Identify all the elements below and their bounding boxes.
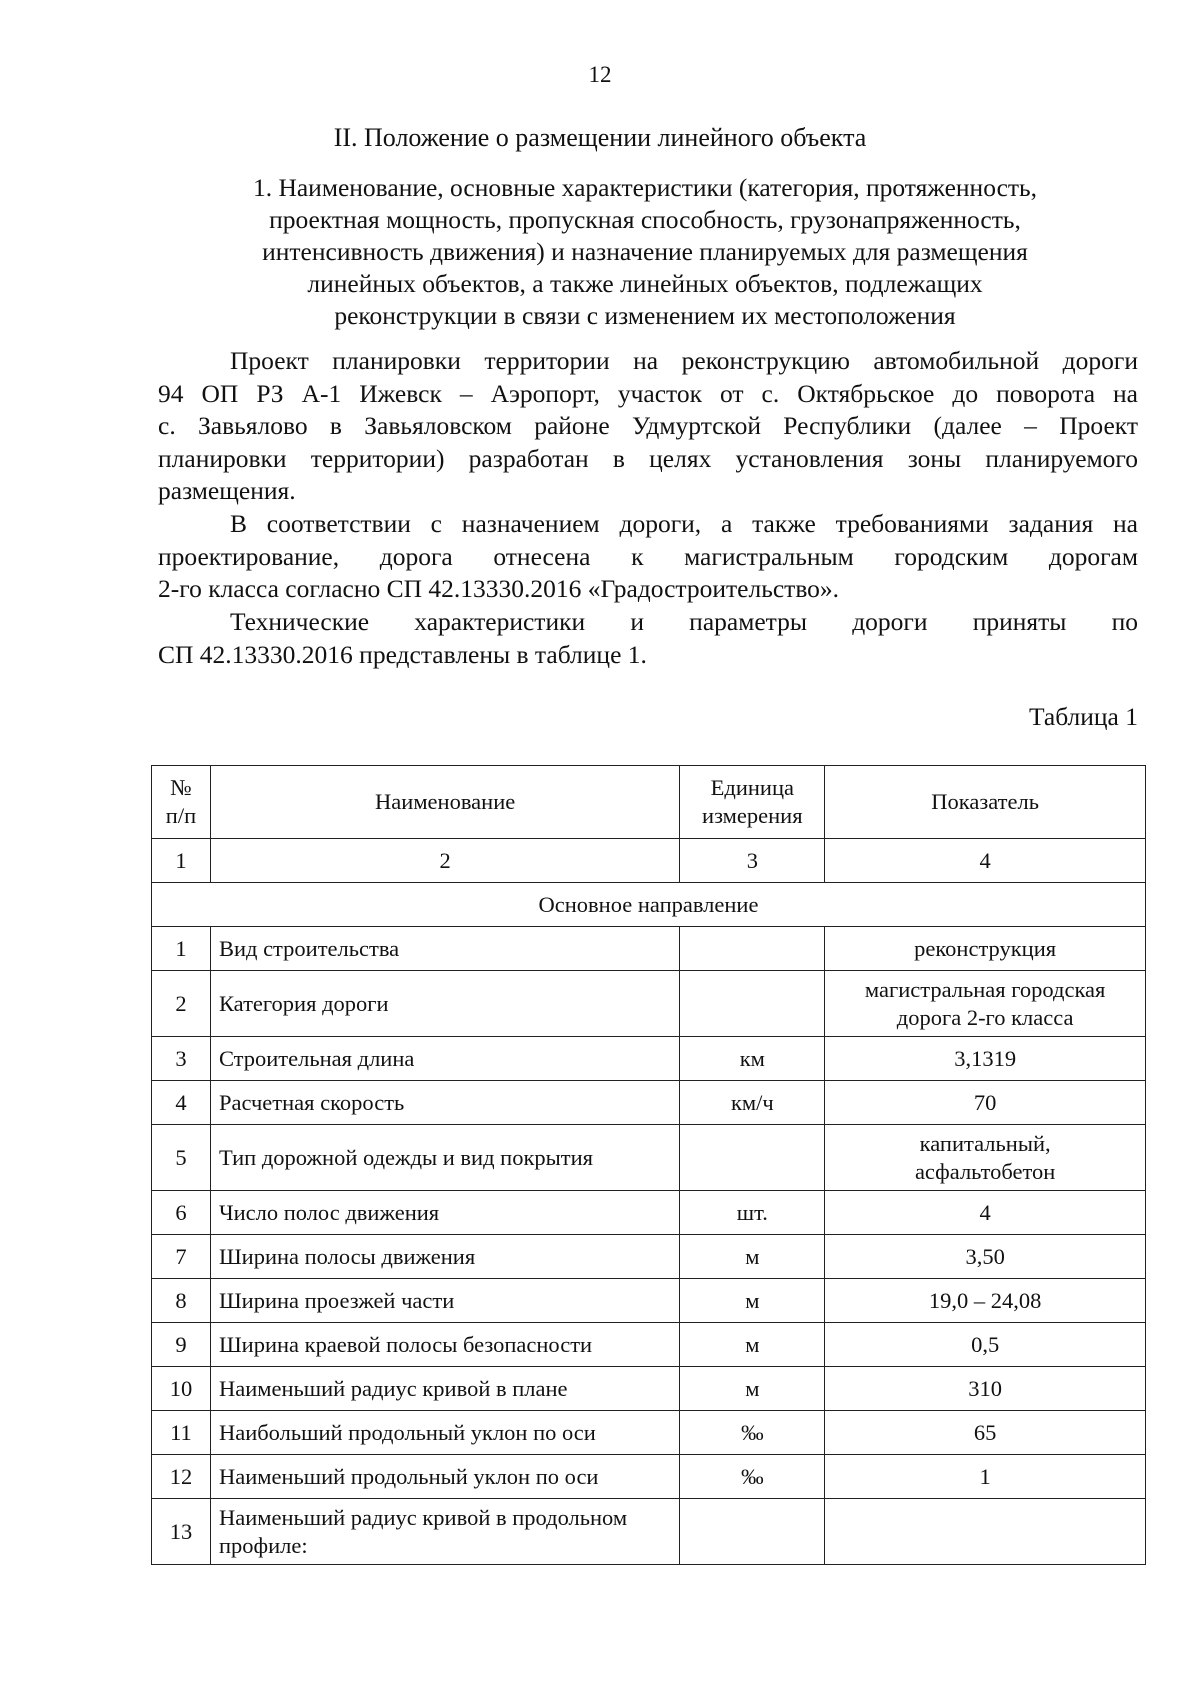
row-unit-cell: м — [680, 1235, 825, 1279]
paragraph-project-description — [158, 345, 1138, 508]
row-value-cell — [825, 1411, 1146, 1455]
paragraph-line: 94 ОП РЗ А-1 Ижевск – Аэропорт, участок от с. Октябрьское до поворота на — [158, 378, 1138, 408]
page-number: 12 — [588, 62, 612, 87]
row-number-cell: 7 — [152, 1235, 211, 1279]
header-unit-line: измерения — [702, 803, 803, 828]
section-title: II. Положение о размещении линейного объекта — [333, 123, 867, 152]
subsection-title-line: реконструкции в связи с изменением их местоположения — [334, 301, 956, 330]
header-num-line: № — [170, 775, 192, 800]
row-name-cell — [210, 1411, 679, 1455]
paragraph-line: В соответствии с назначением дороги, а также требованиями задания на — [230, 509, 1138, 538]
table-row — [152, 1037, 1146, 1081]
row-value-line: 4 — [979, 1199, 991, 1225]
row-value-cell — [825, 971, 1146, 1037]
row-value-line: дорога 2-го класса — [896, 1004, 1074, 1030]
row-unit-cell — [680, 1499, 825, 1565]
row-name-cell — [210, 927, 679, 971]
header-cell-unit — [680, 766, 825, 839]
row-unit-cell: км/ч — [680, 1081, 825, 1125]
table-row — [152, 1081, 1146, 1125]
row-number-cell: 11 — [152, 1411, 211, 1455]
parameters-table — [151, 765, 1146, 1565]
row-number-cell: 12 — [152, 1455, 211, 1499]
table-row — [152, 971, 1146, 1037]
row-name-line: Число полос движения — [218, 1199, 440, 1225]
row-name-cell — [210, 1455, 679, 1499]
row-name-cell — [210, 1081, 679, 1125]
row-value-line: магистральная городская — [864, 976, 1106, 1002]
group-title-row — [152, 883, 1146, 927]
row-value-cell — [825, 1081, 1146, 1125]
row-value-cell — [825, 1037, 1146, 1081]
row-unit-cell: ‰ — [680, 1455, 825, 1499]
table-row — [152, 1499, 1146, 1565]
row-value-line: 65 — [973, 1419, 997, 1445]
row-name-line: Строительная длина — [218, 1045, 415, 1071]
row-number-cell: 8 — [152, 1279, 211, 1323]
table-row — [152, 1191, 1146, 1235]
table-header-row — [152, 766, 1146, 839]
table-caption: Таблица 1 — [1028, 702, 1138, 731]
row-value-line: асфальтобетон — [914, 1158, 1056, 1184]
row-name-cell — [210, 1323, 679, 1367]
row-name-line: Ширина полосы движения — [218, 1243, 476, 1269]
row-value-line: 310 — [968, 1375, 1003, 1401]
row-name-line: Наименьший продольный уклон по оси — [218, 1463, 599, 1489]
row-name-line: профиле: — [218, 1532, 308, 1558]
table-row — [152, 1235, 1146, 1279]
row-value-line: 3,1319 — [954, 1045, 1017, 1071]
row-value-line: 1 — [979, 1463, 991, 1489]
row-value-line: реконструкция — [914, 935, 1057, 961]
row-value-line: 0,5 — [971, 1331, 1000, 1357]
row-number-cell: 1 — [152, 927, 211, 971]
paragraph-line: 2-го класса согласно СП 42.13330.2016 «Градостроительство». — [158, 574, 840, 603]
paragraph-line: Технические характеристики и параметры дороги приняты по — [230, 607, 1138, 636]
row-number-cell: 3 — [152, 1037, 211, 1081]
subsection-title-line: интенсивность движения) и назначение планируемых для размещения — [262, 237, 1028, 266]
row-unit-cell: ‰ — [680, 1411, 825, 1455]
row-name-line: Наибольший продольный уклон по оси — [218, 1419, 596, 1445]
column-number-cell: 1 — [152, 839, 211, 883]
row-unit-cell: м — [680, 1279, 825, 1323]
row-value-cell — [825, 1499, 1146, 1565]
paragraph-line: с. Завьялово в Завьяловском районе Удмуртской Республики (далее – Проект — [158, 411, 1138, 440]
group-title-cell: Основное направление — [152, 883, 1146, 927]
row-value-cell — [825, 1279, 1146, 1323]
row-name-cell — [210, 1037, 679, 1081]
row-unit-cell: км — [680, 1037, 825, 1081]
column-number-cell: 4 — [825, 839, 1146, 883]
column-number-cell: 3 — [680, 839, 825, 883]
row-number-cell: 13 — [152, 1499, 211, 1565]
row-name-cell — [210, 1499, 679, 1565]
table-row — [152, 1411, 1146, 1455]
row-name-cell — [210, 971, 679, 1037]
row-number-cell: 10 — [152, 1367, 211, 1411]
row-number-cell: 9 — [152, 1323, 211, 1367]
row-unit-cell: м — [680, 1367, 825, 1411]
row-name-line: Вид строительства — [218, 935, 400, 961]
row-unit-cell — [680, 971, 825, 1037]
row-value-line: капитальный, — [919, 1130, 1051, 1156]
row-name-line: Ширина проезжей части — [218, 1287, 455, 1313]
table-row — [152, 1125, 1146, 1191]
header-num-line: п/п — [165, 803, 197, 828]
paragraph-road-class — [158, 508, 1138, 606]
table-row — [152, 1367, 1146, 1411]
subsection-title-line: 1. Наименование, основные характеристики (категория, протяженность, — [252, 173, 1038, 202]
row-name-cell — [210, 1191, 679, 1235]
header-cell-name: Наименование — [210, 766, 679, 839]
row-number-cell: 4 — [152, 1081, 211, 1125]
row-value-cell — [825, 927, 1146, 971]
column-number-row — [152, 839, 1146, 883]
row-number-cell: 5 — [152, 1125, 211, 1191]
row-unit-cell — [680, 1125, 825, 1191]
row-unit-cell — [680, 927, 825, 971]
row-name-cell — [210, 1235, 679, 1279]
table-row — [152, 1323, 1146, 1367]
row-name-line: Тип дорожной одежды и вид покрытия — [218, 1144, 593, 1170]
row-value-cell — [825, 1455, 1146, 1499]
row-number-cell: 6 — [152, 1191, 211, 1235]
paragraph-technical-parameters — [158, 606, 1138, 671]
paragraph-line: СП 42.13330.2016 представлены в таблице 1. — [158, 639, 647, 669]
paragraph-line: планировки территории) разработан в целях установления зоны планируемого — [158, 443, 1138, 473]
header-unit-line: Единица — [710, 775, 794, 800]
paragraph-line: проектирование, дорога отнесена к магистральным городским дорогам — [158, 541, 1138, 571]
table-row — [152, 1455, 1146, 1499]
row-value-cell — [825, 1323, 1146, 1367]
row-name-line: Наименьший радиус кривой в плане — [218, 1375, 568, 1401]
row-name-line: Категория дороги — [218, 990, 389, 1016]
header-cell-num — [152, 766, 211, 839]
table-row — [152, 927, 1146, 971]
row-name-line: Ширина краевой полосы безопасности — [218, 1331, 593, 1357]
paragraph-line: размещения. — [158, 476, 296, 505]
row-value-line: 19,0 – 24,08 — [928, 1287, 1042, 1313]
row-unit-cell: м — [680, 1323, 825, 1367]
row-unit-cell: шт. — [680, 1191, 825, 1235]
paragraph-line: Проект планировки территории на реконструкцию автомобильной дороги — [230, 346, 1138, 375]
table-row — [152, 1279, 1146, 1323]
row-value-line: 3,50 — [965, 1243, 1005, 1269]
row-name-cell — [210, 1279, 679, 1323]
row-value-cell — [825, 1191, 1146, 1235]
row-value-line: 70 — [973, 1089, 997, 1115]
row-value-cell — [825, 1235, 1146, 1279]
row-name-line: Наименьший радиус кривой в продольном — [218, 1504, 628, 1530]
row-value-cell — [825, 1125, 1146, 1191]
row-value-cell — [825, 1367, 1146, 1411]
subsection-title — [150, 172, 1140, 332]
row-name-line: Расчетная скорость — [218, 1089, 405, 1115]
subsection-title-line: проектная мощность, пропускная способность, грузонапряженность, — [269, 205, 1021, 234]
row-number-cell: 2 — [152, 971, 211, 1037]
header-cell-value: Показатель — [825, 766, 1146, 839]
column-number-cell: 2 — [210, 839, 679, 883]
subsection-title-line: линейных объектов, а также линейных объектов, подлежащих — [307, 269, 983, 298]
row-name-cell — [210, 1125, 679, 1191]
row-name-cell — [210, 1367, 679, 1411]
